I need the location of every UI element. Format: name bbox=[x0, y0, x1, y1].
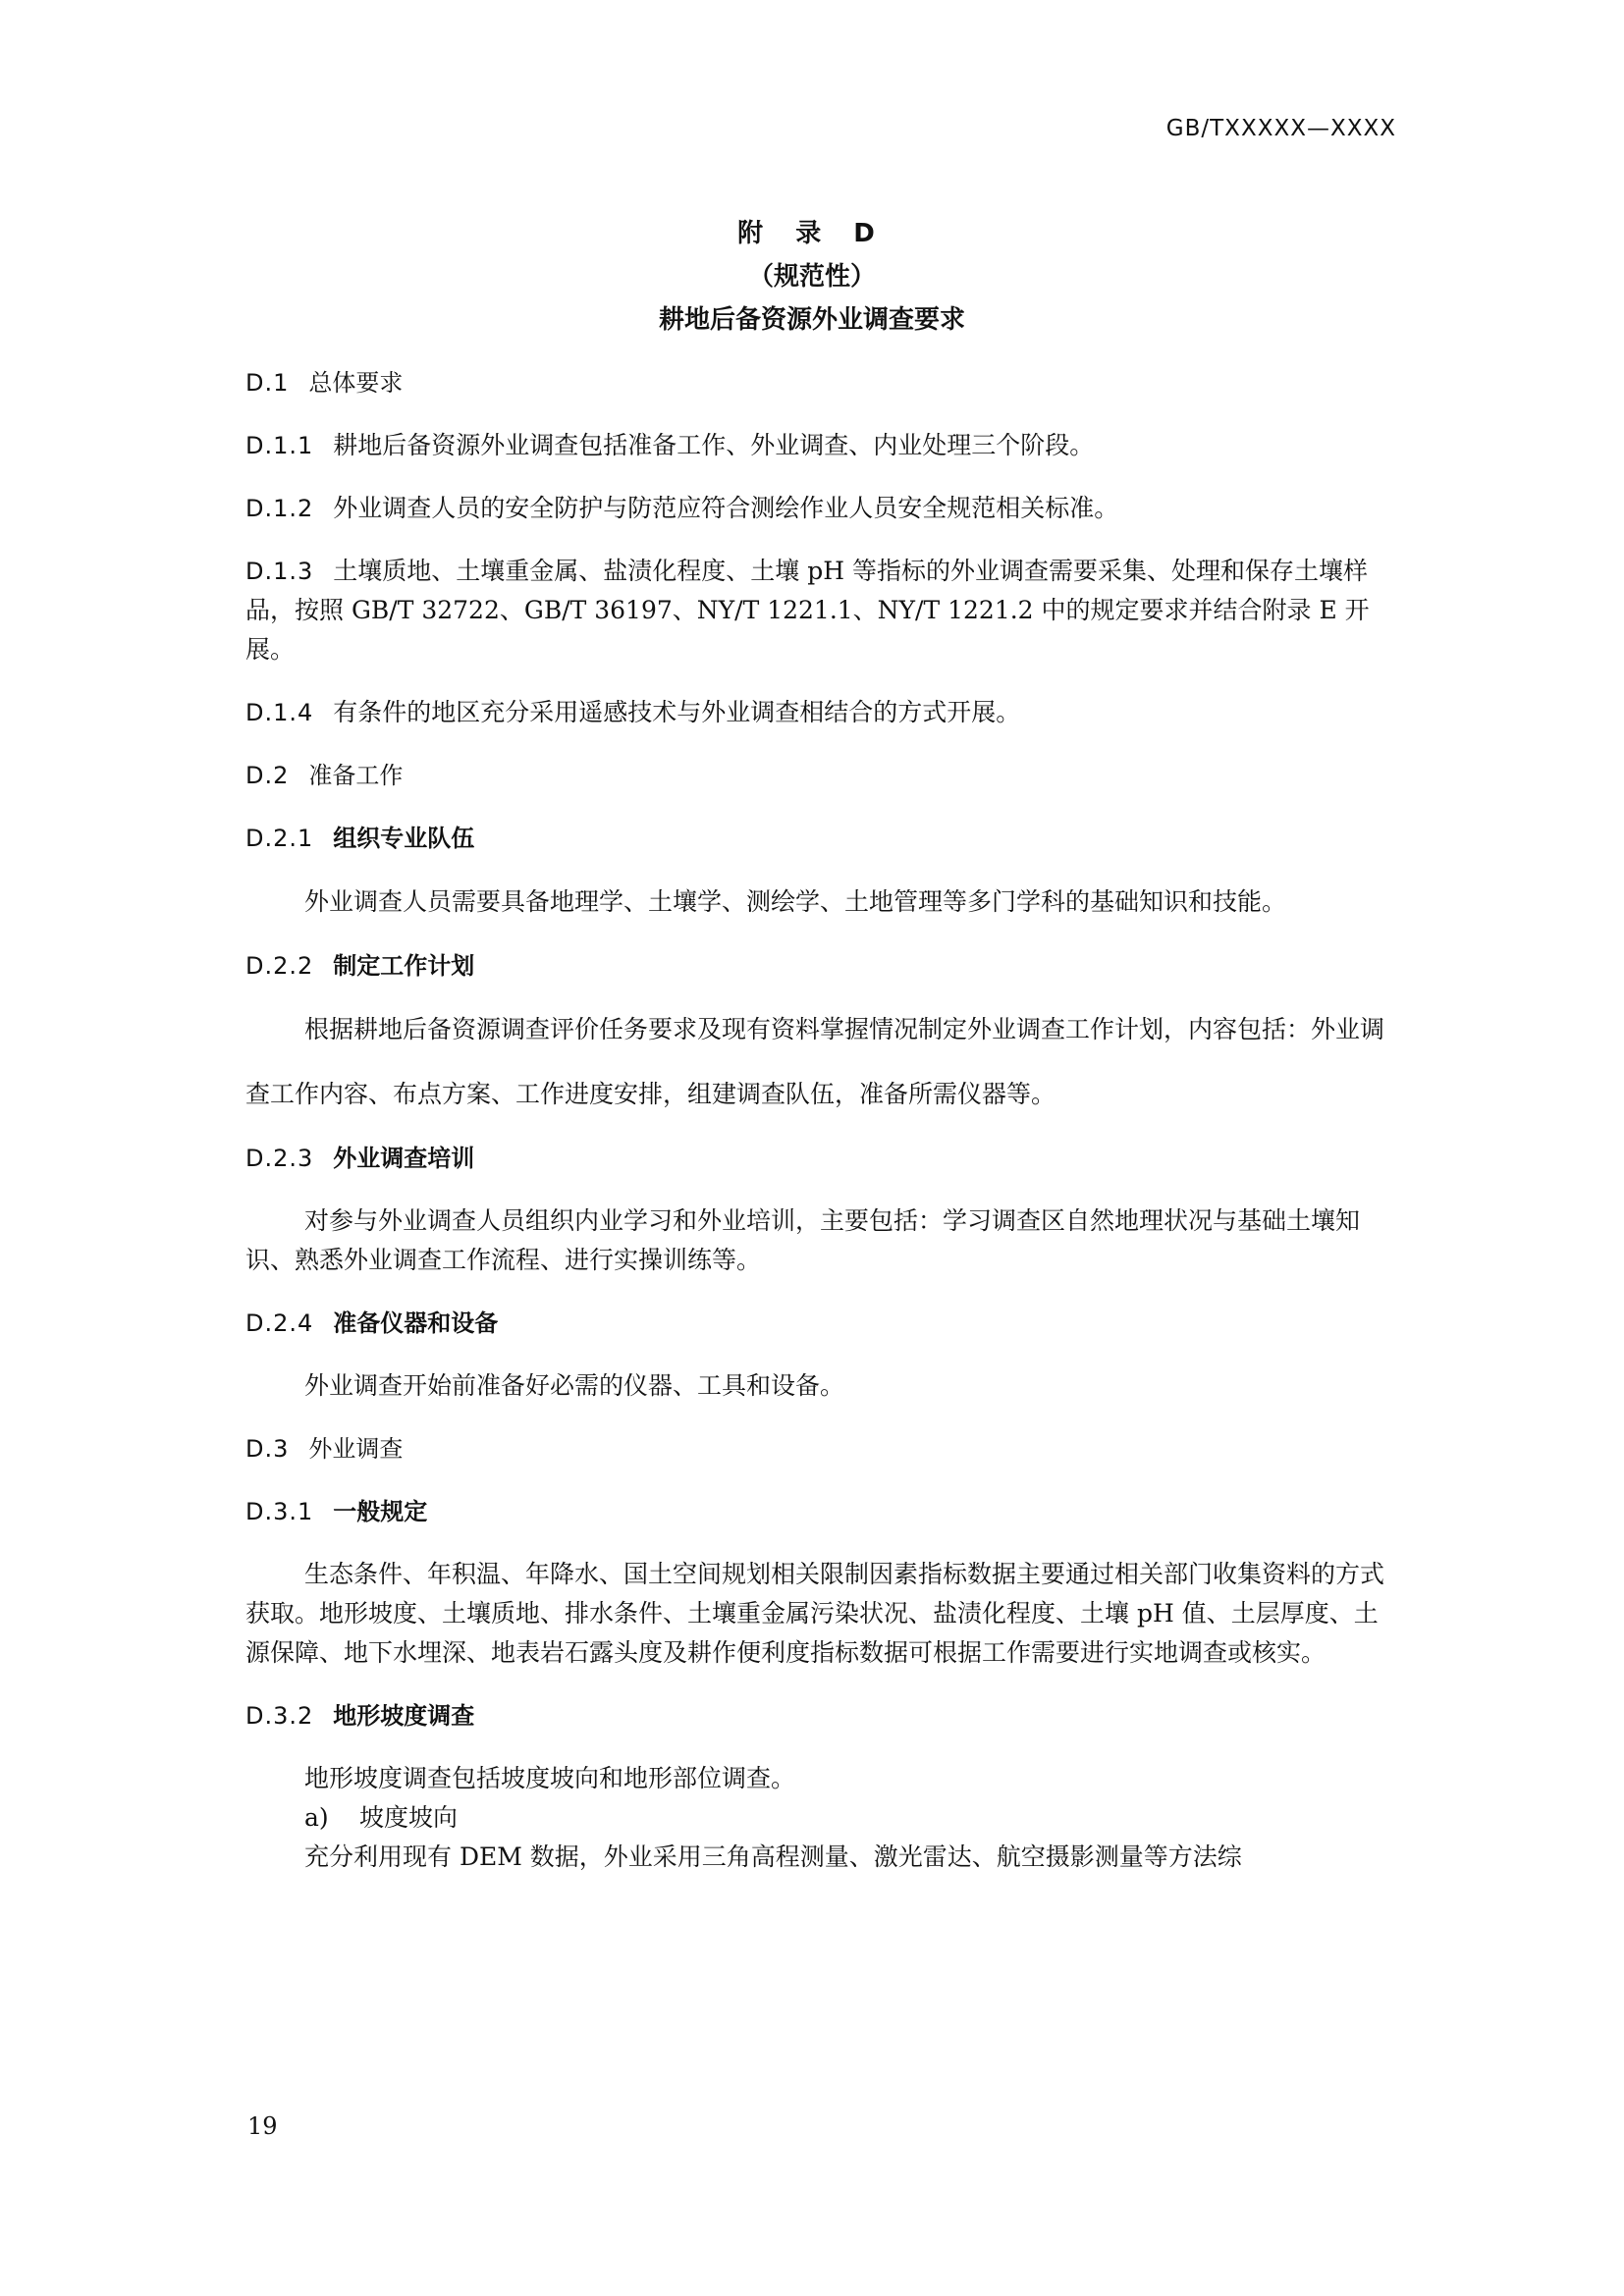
subsection-number: D.2.4 bbox=[245, 1309, 314, 1337]
section-heading-d3 bbox=[245, 1429, 1388, 1468]
paragraph-d2-3: 对参与外业调查人员组织内业学习和外业培训，主要包括：学习调查区自然地理状况与基础土壤知识、熟悉外业调查工作流程、进行实操训练等。 bbox=[245, 1206, 1361, 1274]
paragraph-d3-2-a: 充分利用现有 DEM 数据，外业采用三角高程测量、激光雷达、航空摄影测量等方法综 bbox=[304, 1842, 1242, 1871]
list-marker: a) bbox=[304, 1803, 329, 1832]
clause-d1-4 bbox=[245, 693, 1388, 732]
clause-d1-3 bbox=[245, 552, 1388, 669]
subsection-number: D.2.2 bbox=[245, 952, 314, 980]
subsection-heading-d2-3 bbox=[245, 1139, 1388, 1178]
paragraph-d3-1: 生态条件、年积温、年降水、国土空间规划相关限制因素指标数据主要通过相关部门收集资料的方式获取。地形坡度、土壤质地、排水条件、土壤重金属污染状况、盐渍化程度、土壤 pH 值、土层厚度、土源保障、地下水埋深、地表岩石露头度及耕作便利度指标数据可根据工作需要进行实地调查或核实。 bbox=[245, 1560, 1385, 1667]
paragraph-d2-4: 外业调查开始前准备好必需的仪器、工具和设备。 bbox=[304, 1371, 845, 1400]
clause-number: D.1.3 bbox=[245, 558, 314, 585]
appendix-nature: （规范性） bbox=[747, 262, 876, 292]
list-item-title: 坡度坡向 bbox=[359, 1803, 459, 1832]
subsection-title: 一般规定 bbox=[333, 1498, 428, 1525]
clause-number: D.1.1 bbox=[245, 432, 314, 459]
clause-text: 耕地后备资源外业调查包括准备工作、外业调查、内业处理三个阶段。 bbox=[333, 431, 1095, 459]
clause-text: 外业调查人员的安全防护与防范应符合测绘作业人员安全规范相关标准。 bbox=[333, 494, 1119, 522]
subsection-heading-d3-1 bbox=[245, 1492, 1388, 1531]
section-title: 准备工作 bbox=[308, 762, 404, 789]
subsection-title: 制定工作计划 bbox=[333, 952, 475, 980]
section-number: D.1 bbox=[245, 369, 290, 397]
subsection-title: 地形坡度调查 bbox=[333, 1702, 475, 1730]
paragraph-d2-1: 外业调查人员需要具备地理学、土壤学、测绘学、土地管理等多门学科的基础知识和技能。 bbox=[304, 887, 1287, 916]
page-number: 19 bbox=[247, 2112, 278, 2140]
appendix-label: 附 录 D bbox=[737, 219, 887, 248]
subsection-number: D.2.1 bbox=[245, 825, 314, 852]
paragraph-d2-2: 根据耕地后备资源调查评价任务要求及现有资料掌握情况制定外业调查工作计划，内容包括：外业调查工作内容、布点方案、工作进度安排，组建调查队伍，准备所需仪器等。 bbox=[245, 1015, 1385, 1108]
subsection-heading-d3-2 bbox=[245, 1696, 1388, 1735]
subsection-title: 外业调查培训 bbox=[333, 1145, 475, 1172]
clause-d1-1 bbox=[245, 426, 1388, 465]
subsection-heading-d2-2 bbox=[245, 946, 1388, 986]
section-number: D.3 bbox=[245, 1435, 290, 1463]
document-body bbox=[245, 363, 1388, 1877]
clause-text: 土壤质地、土壤重金属、盐渍化程度、土壤 pH 等指标的外业调查需要采集、处理和保存土壤样品，按照 GB/T 32722、GB/T 36197、NY/T 1221.1、NY/T 1221.2 中的规定要求并结合附录 E 开展。 bbox=[245, 557, 1370, 664]
document-code: GB/TXXXXX—XXXX bbox=[1165, 116, 1396, 141]
clause-number: D.1.2 bbox=[245, 495, 314, 522]
subsection-number: D.3.2 bbox=[245, 1702, 314, 1730]
section-title: 总体要求 bbox=[308, 369, 404, 397]
clause-d1-2 bbox=[245, 489, 1388, 528]
list-item-a bbox=[245, 1798, 1388, 1838]
section-heading-d2 bbox=[245, 756, 1388, 795]
appendix-title: 耕地后备资源外业调查要求 bbox=[658, 305, 965, 335]
subsection-number: D.3.1 bbox=[245, 1498, 314, 1525]
clause-number: D.1.4 bbox=[245, 699, 314, 726]
subsection-heading-d2-4 bbox=[245, 1304, 1388, 1343]
subsection-title: 准备仪器和设备 bbox=[333, 1309, 499, 1337]
subsection-heading-d2-1 bbox=[245, 819, 1388, 858]
paragraph-d3-2-intro: 地形坡度调查包括坡度坡向和地形部位调查。 bbox=[304, 1764, 796, 1792]
section-heading-d1 bbox=[245, 363, 1388, 402]
subsection-title: 组织专业队伍 bbox=[333, 825, 475, 852]
appendix-heading bbox=[0, 212, 1624, 342]
section-number: D.2 bbox=[245, 762, 290, 789]
clause-text: 有条件的地区充分采用遥感技术与外业调查相结合的方式开展。 bbox=[333, 698, 1021, 726]
section-title: 外业调查 bbox=[308, 1435, 404, 1463]
subsection-number: D.2.3 bbox=[245, 1145, 314, 1172]
